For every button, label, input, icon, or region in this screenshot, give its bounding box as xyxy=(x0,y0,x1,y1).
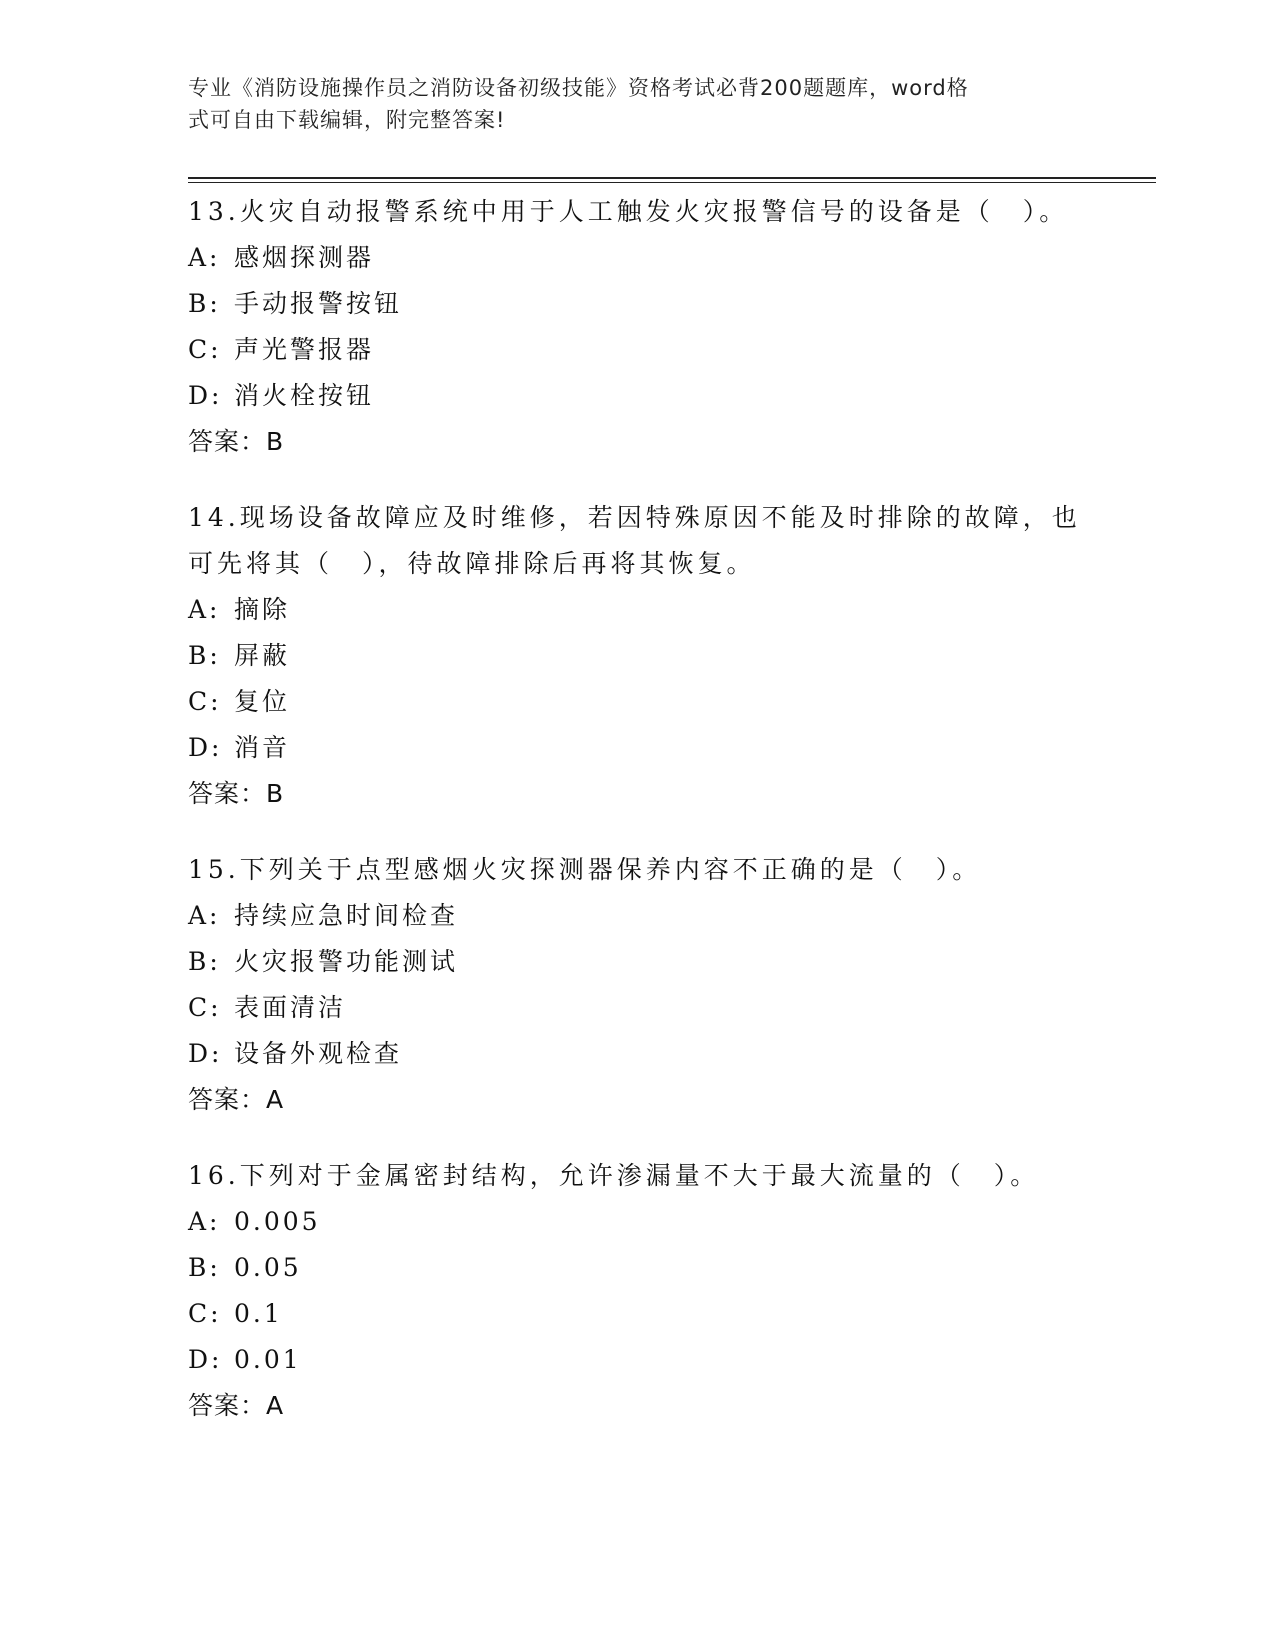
option-text: 摘除 xyxy=(234,595,291,624)
header-line-1: 专业《消防设施操作员之消防设备初级技能》资格考试必背200题题库，word格 xyxy=(188,76,969,100)
question-13 xyxy=(188,189,1088,465)
answer: 答案：A xyxy=(188,1391,285,1420)
option-b xyxy=(188,633,1088,679)
option-text: 屏蔽 xyxy=(234,641,291,670)
option-text: 消火栓按钮 xyxy=(234,381,375,410)
question-14 xyxy=(188,495,1088,817)
question-stem: 15.下列关于点型感烟火灾探测器保养内容不正确的是（ ）。 xyxy=(188,855,982,884)
option-d xyxy=(188,1337,1088,1383)
option-c xyxy=(188,327,1088,373)
question-16 xyxy=(188,1153,1088,1429)
option-key: C: xyxy=(188,993,222,1022)
option-text: 设备外观检查 xyxy=(234,1039,403,1068)
question-stem: 13.火灾自动报警系统中用于人工触发火灾报警信号的设备是（ ）。 xyxy=(188,197,1069,226)
header-line-2: 式可自由下载编辑，附完整答案! xyxy=(188,108,506,132)
option-key: A: xyxy=(188,1207,221,1236)
document-header xyxy=(188,72,1068,136)
option-text: 0.05 xyxy=(234,1253,302,1282)
option-text: 表面清洁 xyxy=(234,993,347,1022)
option-d xyxy=(188,1031,1088,1077)
option-key: A: xyxy=(188,243,221,272)
option-key: C: xyxy=(188,687,222,716)
option-key: B: xyxy=(188,1253,221,1282)
answer: 答案：A xyxy=(188,1085,285,1114)
option-text: 火灾报警功能测试 xyxy=(234,947,459,976)
question-stem: 16.下列对于金属密封结构，允许渗漏量不大于最大流量的（ ）。 xyxy=(188,1161,1040,1190)
option-a xyxy=(188,587,1088,633)
option-key: C: xyxy=(188,335,222,364)
option-text: 0.005 xyxy=(234,1207,321,1236)
header-divider xyxy=(188,177,1156,179)
option-a xyxy=(188,235,1088,281)
option-key: D: xyxy=(188,381,223,410)
option-key: C: xyxy=(188,1299,222,1328)
option-key: D: xyxy=(188,1345,223,1374)
option-key: A: xyxy=(188,901,221,930)
option-c xyxy=(188,1291,1088,1337)
option-d xyxy=(188,373,1088,419)
option-text: 0.1 xyxy=(234,1299,283,1328)
answer: 答案：B xyxy=(188,427,285,456)
option-b xyxy=(188,281,1088,327)
option-text: 复位 xyxy=(234,687,291,716)
option-text: 感烟探测器 xyxy=(234,243,375,272)
question-stem: 14.现场设备故障应及时维修，若因特殊原因不能及时排除的故障，也可先将其（ ），待故障排除后再将其恢复。 xyxy=(188,503,1081,578)
question-list xyxy=(188,189,1088,1459)
option-key: B: xyxy=(188,289,221,318)
option-d xyxy=(188,725,1088,771)
option-text: 手动报警按钮 xyxy=(234,289,403,318)
option-key: B: xyxy=(188,947,221,976)
option-text: 持续应急时间检查 xyxy=(234,901,459,930)
option-a xyxy=(188,1199,1088,1245)
option-c xyxy=(188,985,1088,1031)
option-key: D: xyxy=(188,733,223,762)
header-divider-thin xyxy=(188,182,1156,183)
option-text: 0.01 xyxy=(234,1345,302,1374)
option-a xyxy=(188,893,1088,939)
option-text: 声光警报器 xyxy=(234,335,375,364)
option-c xyxy=(188,679,1088,725)
option-key: B: xyxy=(188,641,221,670)
option-b xyxy=(188,1245,1088,1291)
option-key: D: xyxy=(188,1039,223,1068)
option-key: A: xyxy=(188,595,221,624)
question-15 xyxy=(188,847,1088,1123)
answer: 答案：B xyxy=(188,779,285,808)
option-text: 消音 xyxy=(234,733,291,762)
option-b xyxy=(188,939,1088,985)
